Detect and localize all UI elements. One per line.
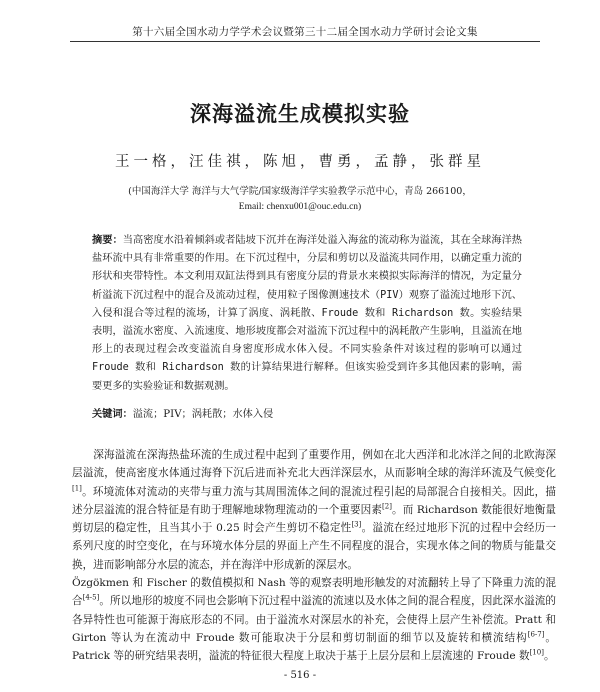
citation: [10] xyxy=(529,648,544,657)
running-header: 第十六届全国水动力学学术会议暨第三十二届全国水动力学研讨会论文集 xyxy=(132,26,478,38)
header-divider xyxy=(70,41,540,42)
body-p2-part-b: 。所以地形的坡度不同也会影响下沉过程中溢流的流速以及水体之间的混合程度，因此深水溢流的各异特性也可能源于海底形态的不同。由于溢流水对深层水的补充，会使得上层产生补偿流。Pratt 和 Girton 等认为在流动中 Froude 数可能取决于分层和剪切制面的细节以及旋转和横流结构 xyxy=(72,595,557,644)
body-p1-part-a: 深海溢流在深海热盐环流的生成过程中起到了重要作用，例如在北大西洋和北冰洋之间的北欧海深层溢流，使高密度水体通过海脊下沉后进而补充北大西洋深层水，从而影响全球的海洋环流及气候变化 xyxy=(72,449,556,480)
body-p1-part-c: 。而 Richardson 数能很好地衡量剪切层的稳定性，且当其小于 0.25 时会产生剪切不稳定性 xyxy=(72,503,556,535)
body-paragraph-2 xyxy=(72,574,556,665)
abstract-block xyxy=(92,232,522,396)
body-p2-part-d: 。 xyxy=(543,650,555,663)
body-p1-part-b: 。环境流体对流动的夹带与重力流与其周围流体之间的混流过程引起的局部混合自接相关。因此，描述分层溢流的混合特征是有助于理解地球物理流动的一个重要因素 xyxy=(72,485,556,516)
paper-authors: 王一格，汪佳祺，陈旭，曹勇，孟静，张群星 xyxy=(115,154,485,170)
citation: [3] xyxy=(351,520,362,529)
citation: [1] xyxy=(72,484,82,493)
body-paragraph-1 xyxy=(72,446,556,574)
body-text xyxy=(72,446,556,666)
body-p1-part-d: 。溢流在经过地形下沉的过程中会经历一系列尺度的时空变化，在与环境水体分层的界面上产生不同程度的混合，实现水体之间的物质与能量交换，进而影响部分水层的流态，并在海洋中形成新的深层水。 xyxy=(72,522,556,571)
paper-title: 深海溢流生成模拟实验 xyxy=(190,102,410,126)
body-p2-part-c: 。Patrick 等的研究结果表明，溢流的特征很大程度上取决于基于上层分层和上层流速的 Froude 数 xyxy=(72,631,557,663)
citation: [4-5] xyxy=(82,593,100,602)
keywords-block xyxy=(92,407,522,423)
abstract-label: 摘要： xyxy=(92,235,123,246)
page-number: - 516 - xyxy=(283,670,317,681)
paper-affiliation: (中国海洋大学 海洋与大气学院/国家级海洋学实验教学示范中心，青岛 266100， xyxy=(128,186,472,197)
keywords-text: 溢流；PIV；涡耗散；水体入侵 xyxy=(132,409,274,420)
citation: [6-7] xyxy=(527,630,545,639)
keywords-label: 关键词： xyxy=(92,409,133,420)
paper-email: Email: chenxu001@ouc.edu.cn) xyxy=(238,202,362,212)
abstract-text: 当高密度水沿着倾斜或者陆坡下沉并在海洋处溢入海盆的流动称为溢流，其在全球海洋热盐环流中具有非常重要的作用。在下沉过程中，分层和剪切以及溢流共同作用，以确定重力流的形状和夹带特性。本文利用双缸法得到具有密度分层的背景水来模拟实际海洋的情况，为定量分析溢流下沉过程中的混合及流动过程，使用粒子图像测速技术（PIV）观察了溢流过地形下沉、入侵和混合等过程的流场，计算了涡度、涡耗散、Froude 数和 Richardson 数。实验结果表明，溢流水密度、入流速度、地形坡度都会对溢流下沉过程中的涡耗散产生影响，且溢流在地形上的表现过程会改变溢流自身密度形成水体入侵。不同实验条件对该过程的影响可以通过 Froude 数和 Richardson 数的计算结果进行解释。但该实验受到许多其他因素的影响，需要更多的实验验证和数据观测。 xyxy=(92,235,522,392)
citation: [2] xyxy=(382,502,392,511)
body-p2-part-a: Özgökmen 和 Fischer 的数值模拟和 Nash 等的观察表明地形触发的对流翻转上导了下降重力流的混合 xyxy=(72,577,556,608)
